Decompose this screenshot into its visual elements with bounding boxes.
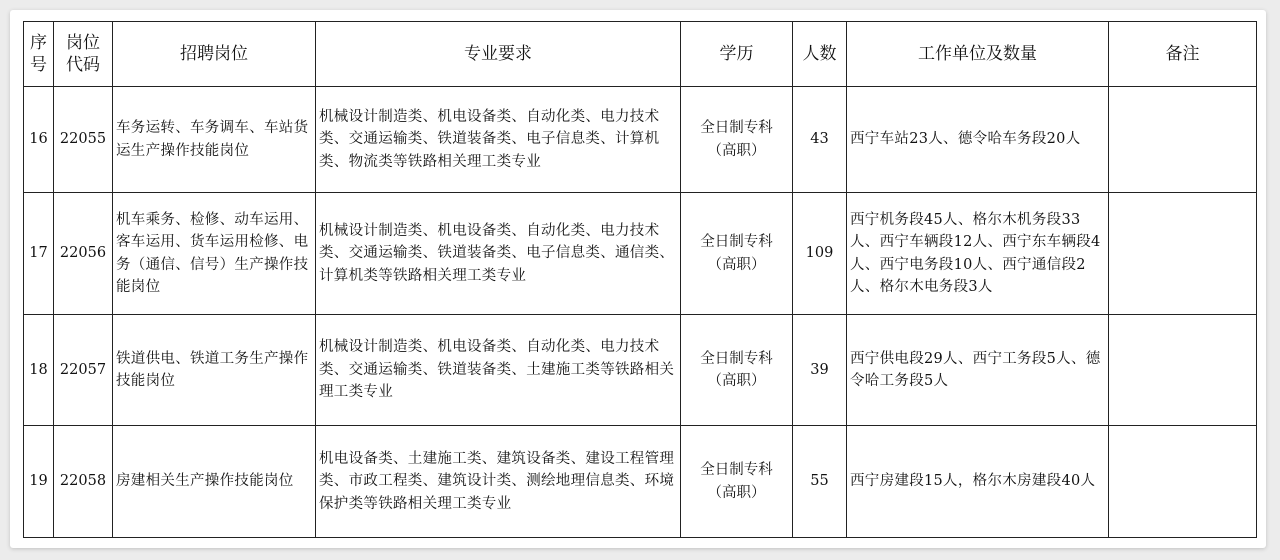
cell-count: 109 xyxy=(793,193,847,315)
cell-major: 机电设备类、土建施工类、建筑设备类、建设工程管理类、市政工程类、建筑设计类、测绘地理信息类、环境保护类等铁路相关理工类专业 xyxy=(316,426,681,538)
header-count: 人数 xyxy=(793,22,847,87)
table-row xyxy=(24,315,1257,426)
cell-remarks xyxy=(1109,426,1257,538)
cell-count: 55 xyxy=(793,426,847,538)
cell-seq: 18 xyxy=(24,315,54,426)
header-code: 岗位代码 xyxy=(54,22,113,87)
header-major: 专业要求 xyxy=(316,22,681,87)
cell-position: 房建相关生产操作技能岗位 xyxy=(113,426,316,538)
cell-seq: 17 xyxy=(24,193,54,315)
cell-code: 22056 xyxy=(54,193,113,315)
document-sheet xyxy=(10,10,1266,548)
cell-units: 西宁供电段29人、西宁工务段5人、德令哈工务段5人 xyxy=(847,315,1109,426)
header-remarks: 备注 xyxy=(1109,22,1257,87)
cell-major: 机械设计制造类、机电设备类、自动化类、电力技术类、交通运输类、铁道装备类、电子信息类、通信类、计算机类等铁路相关理工类专业 xyxy=(316,193,681,315)
cell-units: 西宁房建段15人，格尔木房建段40人 xyxy=(847,426,1109,538)
cell-units: 西宁机务段45人、格尔木机务段33人、西宁车辆段12人、西宁东车辆段4人、西宁电务段10人、西宁通信段2人、格尔木电务段3人 xyxy=(847,193,1109,315)
cell-remarks xyxy=(1109,315,1257,426)
header-seq: 序号 xyxy=(24,22,54,87)
table-row xyxy=(24,426,1257,538)
cell-position: 车务运转、车务调车、车站货运生产操作技能岗位 xyxy=(113,87,316,193)
cell-seq: 16 xyxy=(24,87,54,193)
recruitment-table xyxy=(23,21,1257,538)
cell-code: 22055 xyxy=(54,87,113,193)
cell-code: 22057 xyxy=(54,315,113,426)
cell-education: 全日制专科（高职） xyxy=(681,87,793,193)
cell-remarks xyxy=(1109,193,1257,315)
table-row xyxy=(24,193,1257,315)
header-units: 工作单位及数量 xyxy=(847,22,1109,87)
header-row xyxy=(24,22,1257,87)
cell-education: 全日制专科（高职） xyxy=(681,315,793,426)
table-row xyxy=(24,87,1257,193)
header-education: 学历 xyxy=(681,22,793,87)
cell-major: 机械设计制造类、机电设备类、自动化类、电力技术类、交通运输类、铁道装备类、电子信息类、计算机类、物流类等铁路相关理工类专业 xyxy=(316,87,681,193)
cell-position: 机车乘务、检修、动车运用、客车运用、货车运用检修、电务（通信、信号）生产操作技能岗位 xyxy=(113,193,316,315)
cell-education: 全日制专科（高职） xyxy=(681,426,793,538)
cell-code: 22058 xyxy=(54,426,113,538)
cell-education: 全日制专科（高职） xyxy=(681,193,793,315)
header-position: 招聘岗位 xyxy=(113,22,316,87)
cell-position: 铁道供电、铁道工务生产操作技能岗位 xyxy=(113,315,316,426)
cell-remarks xyxy=(1109,87,1257,193)
cell-count: 43 xyxy=(793,87,847,193)
cell-units: 西宁车站23人、德令哈车务段20人 xyxy=(847,87,1109,193)
cell-major: 机械设计制造类、机电设备类、自动化类、电力技术类、交通运输类、铁道装备类、土建施工类等铁路相关理工类专业 xyxy=(316,315,681,426)
cell-count: 39 xyxy=(793,315,847,426)
cell-seq: 19 xyxy=(24,426,54,538)
